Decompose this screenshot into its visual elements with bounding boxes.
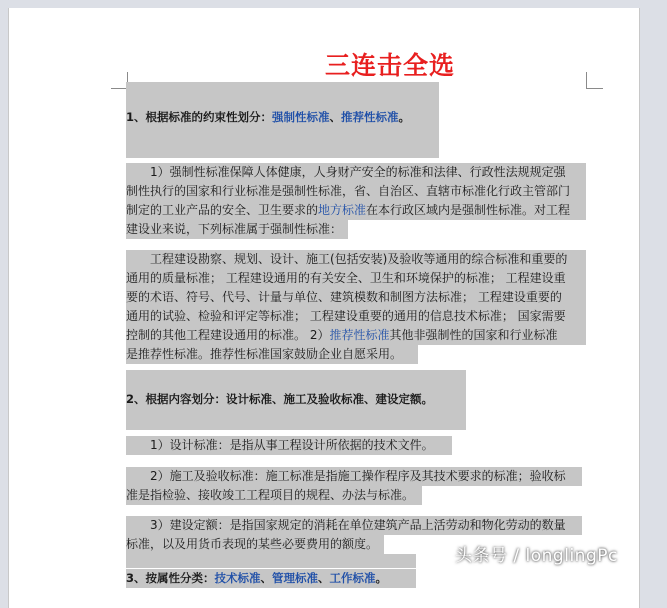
annotation-title: 三连击全选 <box>325 51 456 80</box>
paragraph-line[interactable]: 准是指检验、接收竣工工程项目的规程、办法与标准。 <box>126 486 422 505</box>
paragraph-line[interactable]: 控制的其他工程建设通用的标准。 2）推荐性标准其他非强制性的国家和行业标准 <box>126 326 586 345</box>
heading-2[interactable]: 2、根据内容划分：设计标准、施工及验收标准、建设定额。 <box>126 390 466 409</box>
paragraph-line[interactable]: 标准，以及用货币表现的某些必要费用的额度。 <box>126 535 384 554</box>
heading-3[interactable]: 3、按属性分类：技术标准、管理标准、工作标准。 <box>126 569 416 588</box>
selection-block <box>126 127 439 158</box>
link-technical-standard[interactable]: 技术标准 <box>214 571 261 585</box>
paragraph-line[interactable]: 制定的工业产品的安全、卫生要求的地方标准在本行政区域内是强制性标准。对工程 <box>126 201 586 220</box>
margin-corner-top-right <box>586 72 603 89</box>
paragraph-line[interactable]: 1）强制性标准保障人体健康，人身财产安全的标准和法律、行政性法规规定强 <box>126 163 586 182</box>
paragraph-line[interactable]: 通用的试验、检验和评定等标准； 工程建设重要的通用的信息技术标准； 国家需要 <box>126 307 586 326</box>
link-local-standard[interactable]: 地方标准 <box>318 203 367 217</box>
link-mandatory-standard[interactable]: 强制性标准 <box>272 110 330 124</box>
paragraph-line[interactable]: 1）设计标准：是指从事工程设计所依据的技术文件。 <box>126 436 452 455</box>
paragraph-line[interactable]: 是推荐性标准。推荐性标准国家鼓励企业自愿采用。 <box>126 345 418 364</box>
paragraph-line[interactable]: 通用的质量标准； 工程建设通用的有关安全、卫生和环境保护的标准； 工程建设重 <box>126 269 586 288</box>
link-recommended-standard-2[interactable]: 推荐性标准 <box>329 328 390 342</box>
paragraph-line[interactable]: 3）建设定额：是指国家规定的消耗在单位建筑产品上活劳动和物化劳动的数量 <box>126 516 582 535</box>
paragraph-line[interactable]: 2）施工及验收标准：施工标准是指施工操作程序及其技术要求的标准；验收标 <box>126 467 582 486</box>
link-work-standard[interactable]: 工作标准 <box>329 571 376 585</box>
document-page <box>8 8 640 608</box>
paragraph-line[interactable]: 要的术语、符号、代号、计量与单位、建筑模数和制图方法标准； 工程建设重要的 <box>126 288 586 307</box>
link-recommended-standard[interactable]: 推荐性标准 <box>341 110 399 124</box>
paragraph-line[interactable]: 建设业来说，下列标准属于强制性标准： <box>126 220 348 239</box>
paragraph-line[interactable]: 制性执行的国家和行业标准是强制性标准，省、自治区、直辖市标准化行政主管部门 <box>126 182 586 201</box>
link-management-standard[interactable]: 管理标准 <box>272 571 319 585</box>
selection-block <box>126 554 416 568</box>
paragraph-line[interactable]: 工程建设勘察、规划、设计、施工(包括安装)及验收等通用的综合标准和重要的 <box>126 250 586 269</box>
watermark: 头条号 / longlingPc <box>455 546 618 566</box>
heading-1[interactable]: 1、根据标准的约束性划分：强制性标准、推荐性标准。 <box>126 108 439 127</box>
